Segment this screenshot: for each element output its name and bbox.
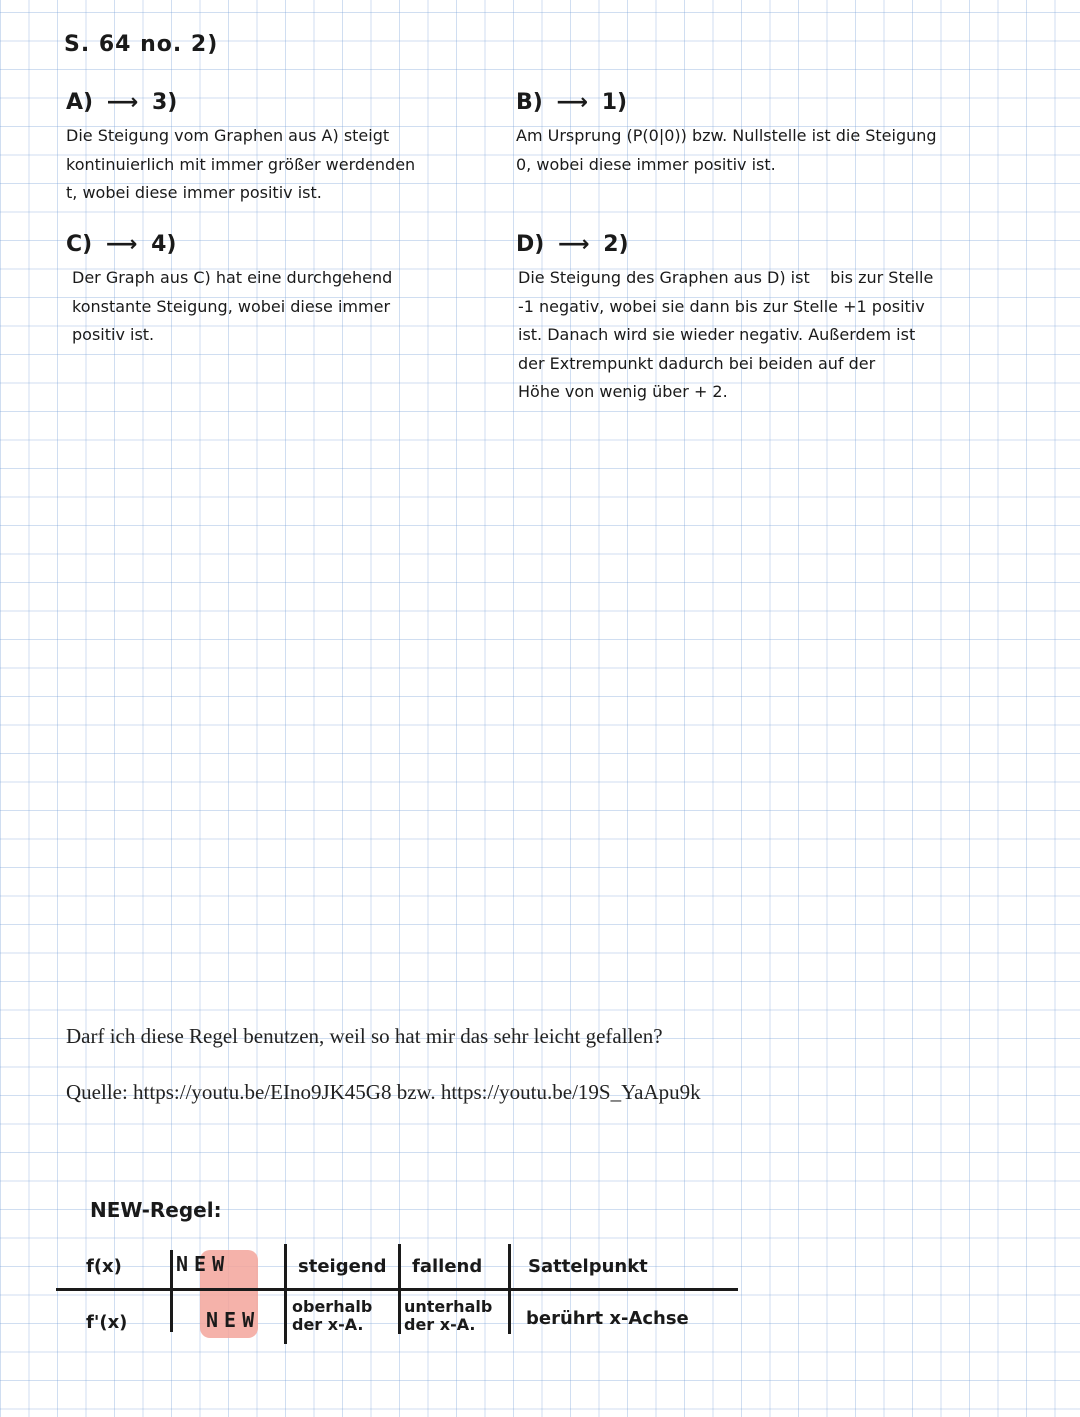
section-a-text [66, 122, 486, 208]
table-rule-vertical [508, 1244, 511, 1334]
text-line: 0, wobei diese immer positiv ist. [516, 154, 776, 174]
text-line: -1 negativ, wobei sie dann bis zur Stelle +1 positiv [518, 296, 925, 316]
text-line: ist. Danach wird sie wieder negativ. Außerdem ist [518, 325, 916, 344]
text-line: Die Steigung des Graphen aus D) ist bis zur Stelle [518, 268, 934, 287]
section-d-text [518, 264, 1058, 407]
cell-steigend: steigend [298, 1256, 387, 1277]
arrow-icon: ⟶ [105, 232, 138, 257]
text-line: Der Graph aus C) hat eine durchgehend [72, 268, 393, 287]
section-b-label: B) [516, 90, 543, 115]
text-line: positiv ist. [72, 325, 155, 344]
section-c-label: C) [66, 232, 93, 257]
text-line: Am Ursprung (P(0|0)) bzw. Nullstelle ist die Steigung [516, 126, 937, 145]
cell-fallend: fallend [412, 1256, 483, 1277]
text-line: Höhe von wenig über + 2. [518, 382, 728, 401]
section-a-label: A) [66, 90, 94, 115]
new-cell-bottom: NEW [206, 1308, 261, 1332]
row-label-f-prime: f'(x) [86, 1312, 128, 1333]
new-cell-top: NEW [176, 1252, 231, 1276]
row-label-f: f(x) [86, 1256, 122, 1277]
section-d-target: 2) [603, 232, 629, 257]
text-line: der Extrempunkt dadurch bei beiden auf der [518, 353, 876, 373]
cell-line: der x-A. [292, 1315, 364, 1334]
table-rule-horizontal [56, 1288, 738, 1291]
section-b-target: 1) [601, 90, 628, 115]
section-a-target: 3) [151, 90, 178, 115]
rule-title: NEW-Regel: [90, 1198, 222, 1222]
section-a-heading [66, 90, 177, 115]
source-text: Quelle: https://youtu.be/EIno9JK45G8 bzw. https://youtu.be/19S_YaApu9k [66, 1080, 701, 1104]
cell-line: oberhalb [292, 1297, 373, 1316]
cell-oberhalb [292, 1298, 372, 1334]
page-title: S. 64 no. 2) [64, 32, 219, 57]
cell-beruehrt: berührt x-Achse [526, 1308, 689, 1329]
section-b-heading [516, 90, 627, 115]
arrow-icon: ⟶ [106, 90, 139, 115]
section-d-heading [516, 232, 629, 257]
table-rule-vertical [284, 1244, 287, 1344]
text-line: konstante Steigung, wobei diese immer [72, 296, 391, 316]
cell-line: unterhalb [404, 1297, 493, 1316]
table-rule-vertical [170, 1250, 173, 1332]
text-line: Die Steigung vom Graphen aus A) steigt [66, 126, 390, 145]
section-b-text [516, 122, 1056, 179]
section-c-target: 4) [151, 232, 177, 257]
question-text: Darf ich diese Regel benutzen, weil so hat mir das sehr leicht gefallen? [66, 1024, 663, 1048]
text-line: kontinuierlich mit immer größer werdenden [66, 154, 416, 174]
section-c-heading [66, 232, 176, 257]
cell-unterhalb [404, 1298, 492, 1334]
section-d-label: D) [516, 232, 545, 257]
cell-sattelpunkt: Sattelpunkt [528, 1256, 648, 1277]
table-rule-vertical [398, 1244, 401, 1334]
arrow-icon: ⟶ [556, 90, 589, 115]
text-line: t, wobei diese immer positiv ist. [66, 183, 322, 202]
section-c-text [72, 264, 492, 350]
cell-line: der x-A. [404, 1315, 476, 1334]
arrow-icon: ⟶ [558, 232, 590, 257]
